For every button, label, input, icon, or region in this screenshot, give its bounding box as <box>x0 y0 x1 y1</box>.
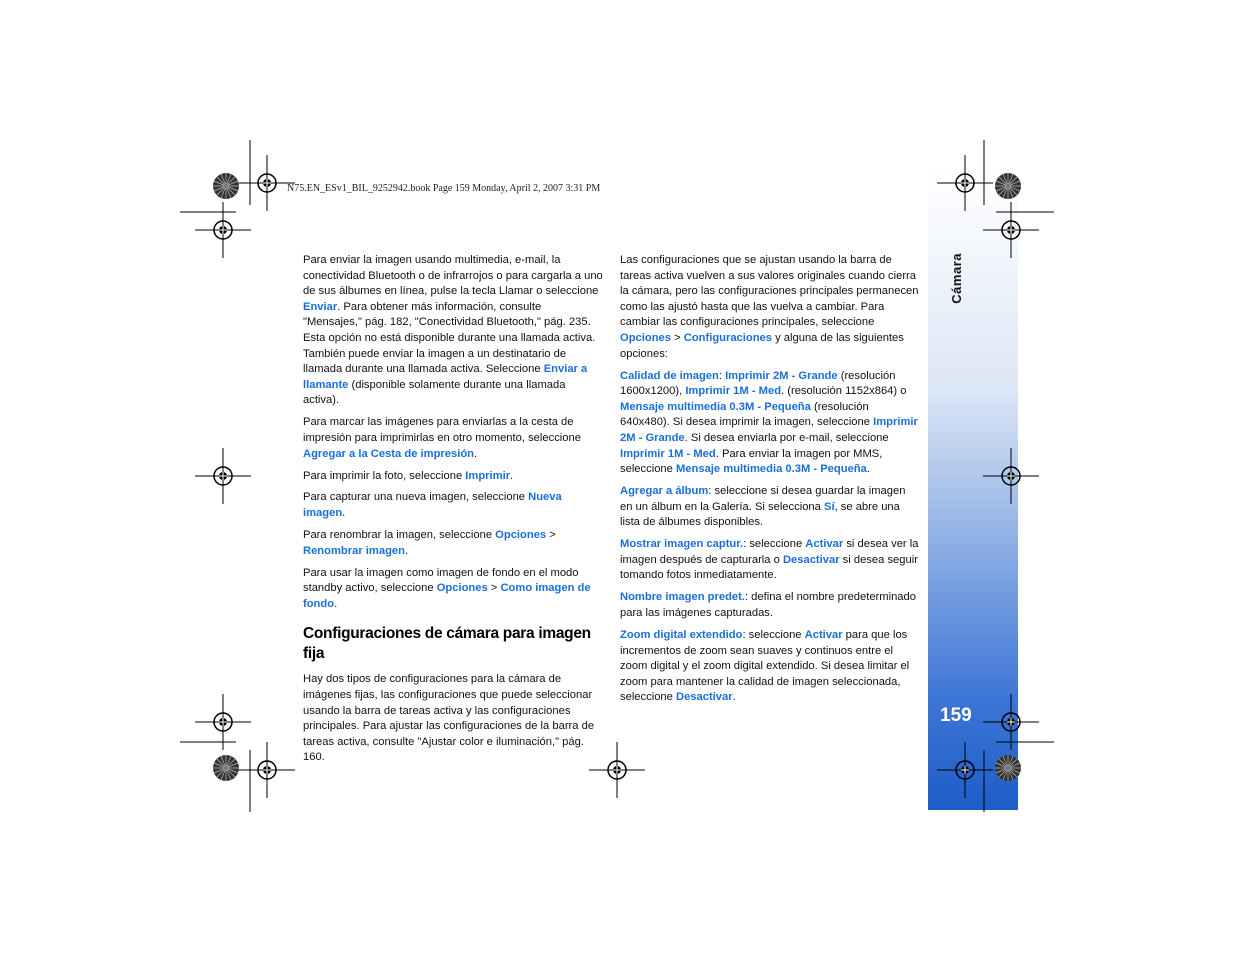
paragraph-print-basket: Para marcar las imágenes para enviarlas a la cesta de impresión para imprimirlas en otro momento, seleccione Agregar a la Cesta de impresión. <box>303 416 581 460</box>
link-mostrar-imagen-captur: Mostrar imagen captur. <box>620 538 744 551</box>
paragraph-extended-zoom: Zoom digital extendido: seleccione Activar para que los incrementos de zoom sean suaves y continuos entre el zoom digital y el zoom digital extendido. Si desea limitar el zoom para mantener la calidad de imagen seleccionada, seleccione Desactivar. <box>620 629 910 704</box>
link-opciones: Opciones <box>495 529 547 542</box>
link-imprimir: Imprimir <box>465 469 511 482</box>
link-configuraciones: Configuraciones <box>683 331 772 344</box>
link-como-imagen-de-fondo: Como imagen de fondo <box>303 582 591 610</box>
link-agregar-cesta: Agregar a la Cesta de impresión <box>303 447 474 460</box>
left-column <box>303 253 603 772</box>
link-zoom-digital-extendido: Zoom digital extendido <box>620 629 743 642</box>
link-opciones: Opciones <box>620 331 671 344</box>
link-si: Sí <box>823 500 835 513</box>
page-number: 159 <box>940 705 972 726</box>
link-opciones: Opciones <box>436 582 488 595</box>
link-enviar: Enviar <box>303 300 338 313</box>
link-mensaje-multimedia: Mensaje multimedia 0.3M - Pequeña <box>675 463 867 476</box>
link-desactivar: Desactivar <box>675 691 733 704</box>
paragraph-show-captured: Mostrar imagen captur.: seleccione Activar si desea ver la imagen después de capturarla o Desactivar si desea seguir tomando fotos inmediatamente. <box>620 538 919 582</box>
paragraph-rename: Para renombrar la imagen, seleccione Opciones > Renombrar imagen. <box>303 529 556 557</box>
link-mensaje-multimedia: Mensaje multimedia 0.3M - Pequeña <box>620 400 811 413</box>
link-nombre-imagen-predet: Nombre imagen predet. <box>620 591 745 604</box>
paragraph-wallpaper: Para usar la imagen como imagen de fondo en el modo standby activo, seleccione Opciones > Como imagen de fondo. <box>303 566 591 610</box>
link-activar: Activar <box>805 538 844 551</box>
paragraph-image-quality: Calidad de imagen: Imprimir 2M - Grande (resolución 1600x1200), Imprimir 1M - Med. (resolución 1152x864) o Mensaje multimedia 0.3M - Pequeña (resolución 640x480). Si desea imprimir la imagen, seleccione Imprimir 2M - Grande. Si desea enviarla por e-mail, seleccione Imprimir 1M - Med. Para enviar la imagen por MMS, seleccione Mensaje multimedia 0.3M - Pequeña. <box>620 369 918 476</box>
link-nueva-imagen: Nueva imagen <box>303 491 562 520</box>
paragraph-send-image: Para enviar la imagen usando multimedia, e-mail, la conectividad Bluetooth o de infrarrojos o para cargarla a uno de sus álbumes en línea, pulse la tecla Llamar o seleccione Enviar. Para obtener más información, consulte "Mensajes," pág. 182, "Conectividad Bluetooth," pág. 235. Esta opción no está disponible durante una llamada activa. También puede enviar la imagen a un destinatario de llamada durante una llamada activa. Seleccione Enviar a llamante (disponible solamente durante una llamada activa). <box>303 254 603 407</box>
paragraph-print: Para imprimir la foto, seleccione Imprimir. <box>303 469 514 482</box>
link-enviar-a-llamante: Enviar a llamante <box>303 363 588 391</box>
link-imprimir-1m: Imprimir 1M - Med <box>620 447 716 460</box>
link-renombrar-imagen: Renombrar imagen <box>303 544 405 557</box>
link-activar: Activar <box>804 629 843 642</box>
link-calidad-de-imagen: Calidad de imagen <box>620 369 719 382</box>
link-imprimir-2m: Imprimir 2M - Grande <box>725 369 838 382</box>
print-header: N75.EN_ESv1_BIL_9252942.book Page 159 Monday, April 2, 2007 3:31 PM <box>287 183 601 194</box>
paragraph-settings-intro: Hay dos tipos de configuraciones para la cámara de imágenes fijas, las configuraciones que puede seleccionar usando la barra de tareas activa y las configuraciones principales. Para ajustar las configuraciones de la barra de tareas activa, consulte "Ajustar color e iluminación," pág. 160. <box>303 673 595 764</box>
paragraph-default-name: Nombre imagen predet.: defina el nombre predeterminado para las imágenes capturadas. <box>620 591 916 620</box>
link-desactivar: Desactivar <box>782 553 840 566</box>
link-imprimir-1m: Imprimir 1M - Med <box>685 385 782 398</box>
paragraph-new-image: Para capturar una nueva imagen, seleccione Nueva imagen. <box>303 491 562 520</box>
link-imprimir-2m: Imprimir 2M - Grande <box>620 416 918 444</box>
paragraph-add-to-album: Agregar a álbum: seleccione si desea guardar la imagen en un álbum en la Galería. Si selecciona Sí, se abre una lista de álbumes disponibles. <box>620 485 906 529</box>
paragraph-settings-behavior: Las configuraciones que se ajustan usando la barra de tareas activa vuelven a sus valores originales cuando cierra la cámara, pero las configuraciones principales permanecen como las ajustó hasta que las vuelva a cambiar. Para cambiar las configuraciones principales, seleccione Opciones > Configuraciones y alguna de las siguientes opciones: <box>620 254 919 360</box>
right-column <box>620 253 920 712</box>
link-agregar-a-album: Agregar a álbum <box>620 485 709 498</box>
section-heading: Configuraciones de cámara para imagen fija <box>303 625 591 663</box>
section-label: Cámara <box>949 253 964 304</box>
